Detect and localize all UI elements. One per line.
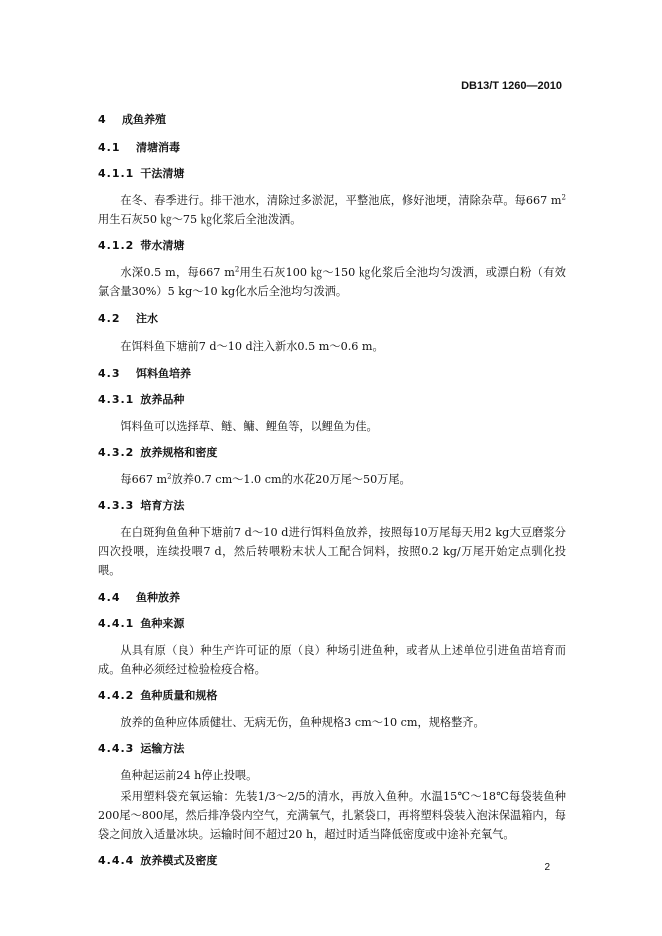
section-heading-4-4-1 — [98, 616, 566, 632]
section-number: 4.3 — [98, 367, 121, 380]
section-title: 培育方法 — [140, 499, 185, 512]
paragraph-species: 饵料鱼可以选择草、鲢、鳙、鲤鱼等，以鲤鱼为佳。 — [120, 420, 378, 433]
superscript: 2 — [561, 193, 566, 202]
section-title: 鱼种质量和规格 — [140, 689, 218, 702]
section-title: 放养品种 — [140, 393, 185, 406]
paragraph-transport-2: 采用塑料袋充氧运输：先装1/3～2/5的清水，再放入鱼种。水温15℃～18℃每袋装鱼种200尾～800尾，然后排净袋内空气，充满氧气，扎紧袋口，再将塑料袋装入泡沫保温箱内，每袋之间放入适量冰块。运输时间不超过20 h，超过时适当降低密度或中途补充氧气。 — [98, 790, 566, 841]
section-number: 4.4.3 — [98, 742, 135, 755]
section-number: 4.4.4 — [98, 854, 135, 867]
paragraph-text: 用生石灰100 ㎏～150 ㎏化浆后全池均匀泼洒，或漂白粉（有效氯含量30%）5 kg～10 kg化水后全池均匀泼洒。 — [98, 266, 566, 298]
paragraph-transport-1: 鱼种起运前24 h停止投喂。 — [120, 769, 258, 782]
paragraph-text: 放养0.7 cm～1.0 cm的水花20万尾～50万尾。 — [171, 473, 411, 486]
section-heading-4-4-3 — [98, 741, 566, 757]
section-number: 4.4 — [98, 591, 121, 604]
section-heading-4-4-4 — [98, 853, 566, 869]
paragraph-text: 水深0.5 m，每667 m — [120, 266, 235, 279]
paragraph-fry-quality: 放养的鱼种应体质健壮、无病无伤，鱼种规格3 cm～10 cm，规格整齐。 — [120, 716, 485, 729]
section-number: 4.1.1 — [98, 167, 135, 180]
section-title: 放养模式及密度 — [140, 854, 218, 867]
paragraph-cultivation-method: 在白斑狗鱼鱼种下塘前7 d～10 d进行饵料鱼放养，按照每10万尾每天用2 kg大豆磨浆分四次投喂，连续投喂7 d，然后转喂粉末状人工配合饲料，按照0.2 kg/万尾开始定点驯化投喂。 — [98, 526, 566, 577]
section-title: 鱼种放养 — [136, 591, 180, 604]
paragraph-text: 在冬、春季进行。排干池水，清除过多淤泥，平整池底，修好池埂，清除杂草。每667 m — [120, 194, 562, 207]
section-title: 干法清塘 — [140, 167, 185, 180]
section-title: 饵料鱼培养 — [136, 367, 191, 380]
section-number: 4.4.2 — [98, 689, 135, 702]
section-heading-4-3-2 — [98, 445, 566, 461]
paragraph-water-clearing — [98, 263, 566, 301]
section-number: 4.1.2 — [98, 239, 135, 252]
section-number: 4.4.1 — [98, 617, 135, 630]
section-number: 4.1 — [98, 141, 121, 154]
section-number: 4.3.2 — [98, 446, 135, 459]
paragraph-fry-source: 从具有原（良）种生产许可证的原（良）种场引进鱼种，或者从上述单位引进鱼苗培育而成。鱼种必须经过检验检疫合格。 — [98, 644, 566, 676]
paragraph-stocking-density — [98, 470, 566, 489]
section-number: 4 — [98, 113, 107, 126]
section-number: 4.3.3 — [98, 499, 135, 512]
section-heading-4 — [98, 112, 566, 128]
paragraph-dry-clearing — [98, 191, 566, 229]
section-title: 鱼种来源 — [140, 617, 185, 630]
section-title: 成鱼养殖 — [122, 113, 166, 126]
section-heading-4-1 — [98, 140, 566, 156]
section-title: 清塘消毒 — [136, 141, 180, 154]
paragraph-text: 每667 m — [120, 473, 168, 486]
section-heading-4-3-3 — [98, 498, 566, 514]
section-heading-4-1-2 — [98, 238, 566, 254]
section-number: 4.2 — [98, 312, 121, 325]
section-heading-4-3-1 — [98, 392, 566, 408]
section-title: 运输方法 — [140, 742, 185, 755]
document-body — [98, 104, 566, 878]
section-heading-4-4-2 — [98, 688, 566, 704]
section-title: 放养规格和密度 — [140, 446, 218, 459]
section-title: 注水 — [136, 312, 158, 325]
section-title: 带水清塘 — [140, 239, 185, 252]
standard-code-header: DB13/T 1260—2010 — [461, 80, 562, 92]
superscript: 2 — [234, 265, 240, 274]
section-number: 4.3.1 — [98, 393, 135, 406]
paragraph-water-filling: 在饵料鱼下塘前7 d～10 d注入新水0.5 m～0.6 m。 — [120, 340, 384, 353]
section-heading-4-4 — [98, 590, 566, 606]
section-heading-4-3 — [98, 366, 566, 382]
page-number: 2 — [544, 862, 550, 873]
section-heading-4-2 — [98, 311, 566, 327]
superscript: 2 — [167, 472, 172, 481]
section-heading-4-1-1 — [98, 166, 566, 182]
paragraph-text: 用生石灰50 ㎏～75 ㎏化浆后全池泼洒。 — [98, 213, 302, 226]
